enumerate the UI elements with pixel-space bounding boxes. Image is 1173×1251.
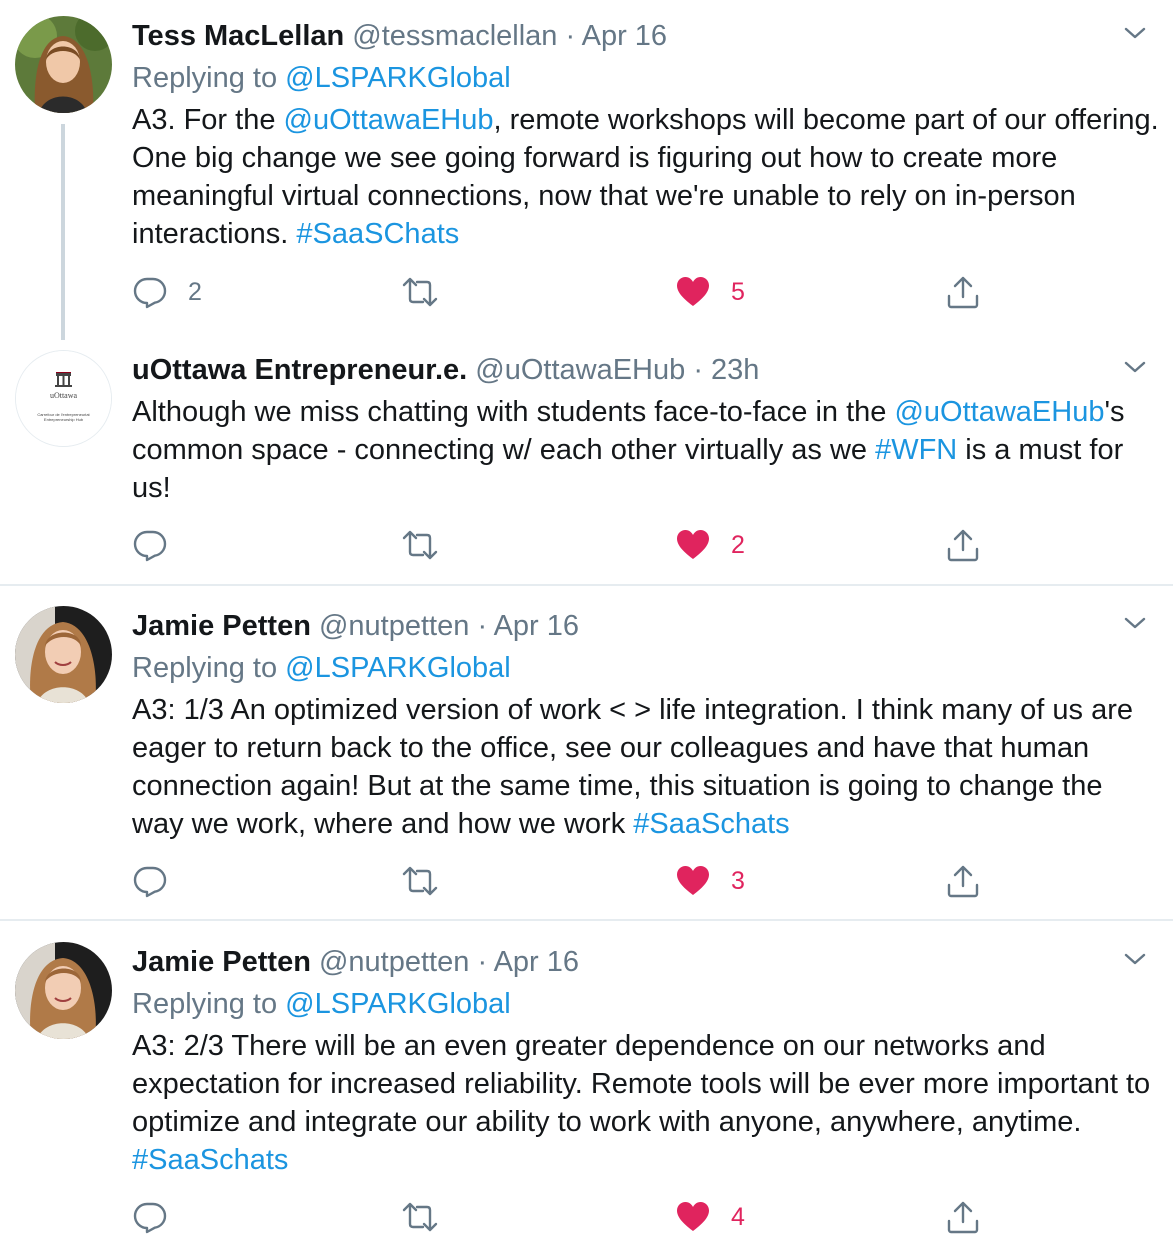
replying-prefix: Replying to [132, 62, 278, 94]
retweet-button[interactable] [400, 1197, 460, 1237]
separator-dot: · [693, 354, 703, 386]
thread-connector-line [61, 124, 65, 340]
timestamp[interactable]: Apr 16 [581, 20, 668, 52]
retweet-button[interactable] [400, 272, 460, 312]
author-handle[interactable]: @tessmaclellan [352, 20, 558, 52]
author-name[interactable]: Tess MacLellan [132, 20, 345, 52]
replying-to [132, 649, 511, 687]
reply-count: 2 [188, 277, 202, 306]
chevron-down-icon[interactable] [1120, 352, 1150, 382]
retweet-icon [400, 863, 440, 899]
like-count: 5 [731, 277, 745, 306]
like-button[interactable] [675, 272, 745, 312]
tweet-header [132, 607, 579, 645]
replying-to-link[interactable]: @LSPARKGlobal [285, 652, 511, 684]
replying-prefix: Replying to [132, 652, 278, 684]
heart-icon [675, 1199, 711, 1235]
reply-button[interactable] [132, 861, 188, 901]
replying-to [132, 985, 511, 1023]
avatar[interactable] [15, 16, 112, 113]
separator-dot: · [477, 610, 488, 642]
retweet-icon [400, 1199, 440, 1235]
hashtag-link[interactable]: #WFN [875, 434, 958, 466]
tweet-text [132, 101, 1162, 253]
avatar-logo-text: uOttawa [49, 391, 78, 400]
tweet-text-segment: A3. For the [132, 104, 284, 136]
tweet-header [132, 17, 667, 55]
tweet-actions [132, 525, 1172, 565]
replying-to [132, 59, 511, 97]
like-count: 4 [731, 1202, 745, 1231]
tweet-text-segment: 's common space - connecting w/ each other virtually as we [132, 396, 1125, 466]
chevron-down-icon[interactable] [1120, 18, 1150, 48]
timestamp[interactable]: Apr 16 [493, 946, 580, 978]
reply-button[interactable] [132, 272, 202, 312]
author-name[interactable]: uOttawa Entrepreneur.e. [132, 354, 468, 386]
share-button[interactable] [945, 1197, 981, 1237]
chevron-down-icon[interactable] [1120, 608, 1150, 638]
mention-link[interactable]: @uOttawaEHub [283, 104, 494, 136]
tweet-text-segment: is a must for us! [132, 434, 1124, 504]
avatar-logo-subtext-1: Carrefour de l'entrepreneuriat [37, 412, 90, 417]
author-name[interactable]: Jamie Petten [132, 946, 311, 978]
tweet-header [132, 943, 579, 981]
replying-to-link[interactable]: @LSPARKGlobal [285, 988, 511, 1020]
timestamp[interactable]: 23h [711, 354, 760, 386]
tweet-text-segment: , remote workshops will become part of our offering. One big change we see going forward is figuring out how to create more meaningful virtual connections, now that we're unable to rely on in-person interactions. [132, 104, 1159, 250]
tweet-text-segment: Although we miss chatting with students face-to-face in the [132, 396, 895, 428]
separator-dot: · [477, 946, 488, 978]
share-button[interactable] [945, 525, 981, 565]
reply-icon [132, 863, 168, 899]
like-count: 3 [731, 866, 745, 895]
retweet-icon [400, 527, 440, 563]
chevron-down-icon[interactable] [1120, 944, 1150, 974]
reply-icon [132, 1199, 168, 1235]
like-count: 2 [731, 530, 745, 559]
tweet-actions [132, 272, 1172, 312]
like-button[interactable] [675, 861, 745, 901]
replying-to-link[interactable]: @LSPARKGlobal [285, 62, 511, 94]
share-button[interactable] [945, 861, 981, 901]
heart-icon [675, 274, 711, 310]
avatar[interactable] [15, 942, 112, 1039]
hashtag-link[interactable]: #SaaSchats [633, 808, 790, 840]
tweet-text [132, 1027, 1162, 1179]
retweet-icon [400, 274, 440, 310]
share-icon [945, 1199, 981, 1235]
tweet-actions [132, 861, 1172, 901]
author-handle[interactable]: @nutpetten [318, 610, 470, 642]
reply-button[interactable] [132, 525, 188, 565]
author-name[interactable]: Jamie Petten [132, 610, 311, 642]
tweet-text-segment: A3: 1/3 An optimized version of work < > life integration. I think many of us are eager to return back to the office, see our colleagues and have that human connection again! But at the same time, this situation is going to change the way we work, where and how we work [132, 694, 1134, 840]
avatar[interactable] [15, 606, 112, 703]
reply-icon [132, 274, 168, 310]
reply-button[interactable] [132, 1197, 188, 1237]
tweet-divider [0, 919, 1173, 921]
share-icon [945, 274, 981, 310]
tweet-text [132, 393, 1162, 507]
hashtag-link[interactable]: #SaaSChats [296, 218, 460, 250]
tweet-divider [0, 584, 1173, 586]
heart-icon [675, 863, 711, 899]
avatar[interactable] [15, 350, 112, 447]
like-button[interactable] [675, 1197, 745, 1237]
reply-icon [132, 527, 168, 563]
replying-prefix: Replying to [132, 988, 278, 1020]
tweet-text [132, 691, 1162, 843]
author-handle[interactable]: @uOttawaEHub [475, 354, 686, 386]
mention-link[interactable]: @uOttawaEHub [894, 396, 1105, 428]
tweet-actions [132, 1197, 1172, 1237]
timestamp[interactable]: Apr 16 [493, 610, 580, 642]
like-button[interactable] [675, 525, 745, 565]
heart-icon [675, 527, 711, 563]
retweet-button[interactable] [400, 525, 460, 565]
hashtag-link[interactable]: #SaaSchats [132, 1144, 289, 1176]
share-icon [945, 863, 981, 899]
share-button[interactable] [945, 272, 981, 312]
retweet-button[interactable] [400, 861, 460, 901]
author-handle[interactable]: @nutpetten [318, 946, 470, 978]
avatar-logo-subtext-2: Entrepreneurship Hub [43, 417, 84, 422]
separator-dot: · [565, 20, 576, 52]
tweet-header [132, 351, 759, 389]
tweet-text-segment: A3: 2/3 There will be an even greater dependence on our networks and expectation for increased reliability. Remote tools will be ever more important to optimize and integrate our ability to work with anyone, anywhere, anytime. [132, 1030, 1151, 1138]
share-icon [945, 527, 981, 563]
